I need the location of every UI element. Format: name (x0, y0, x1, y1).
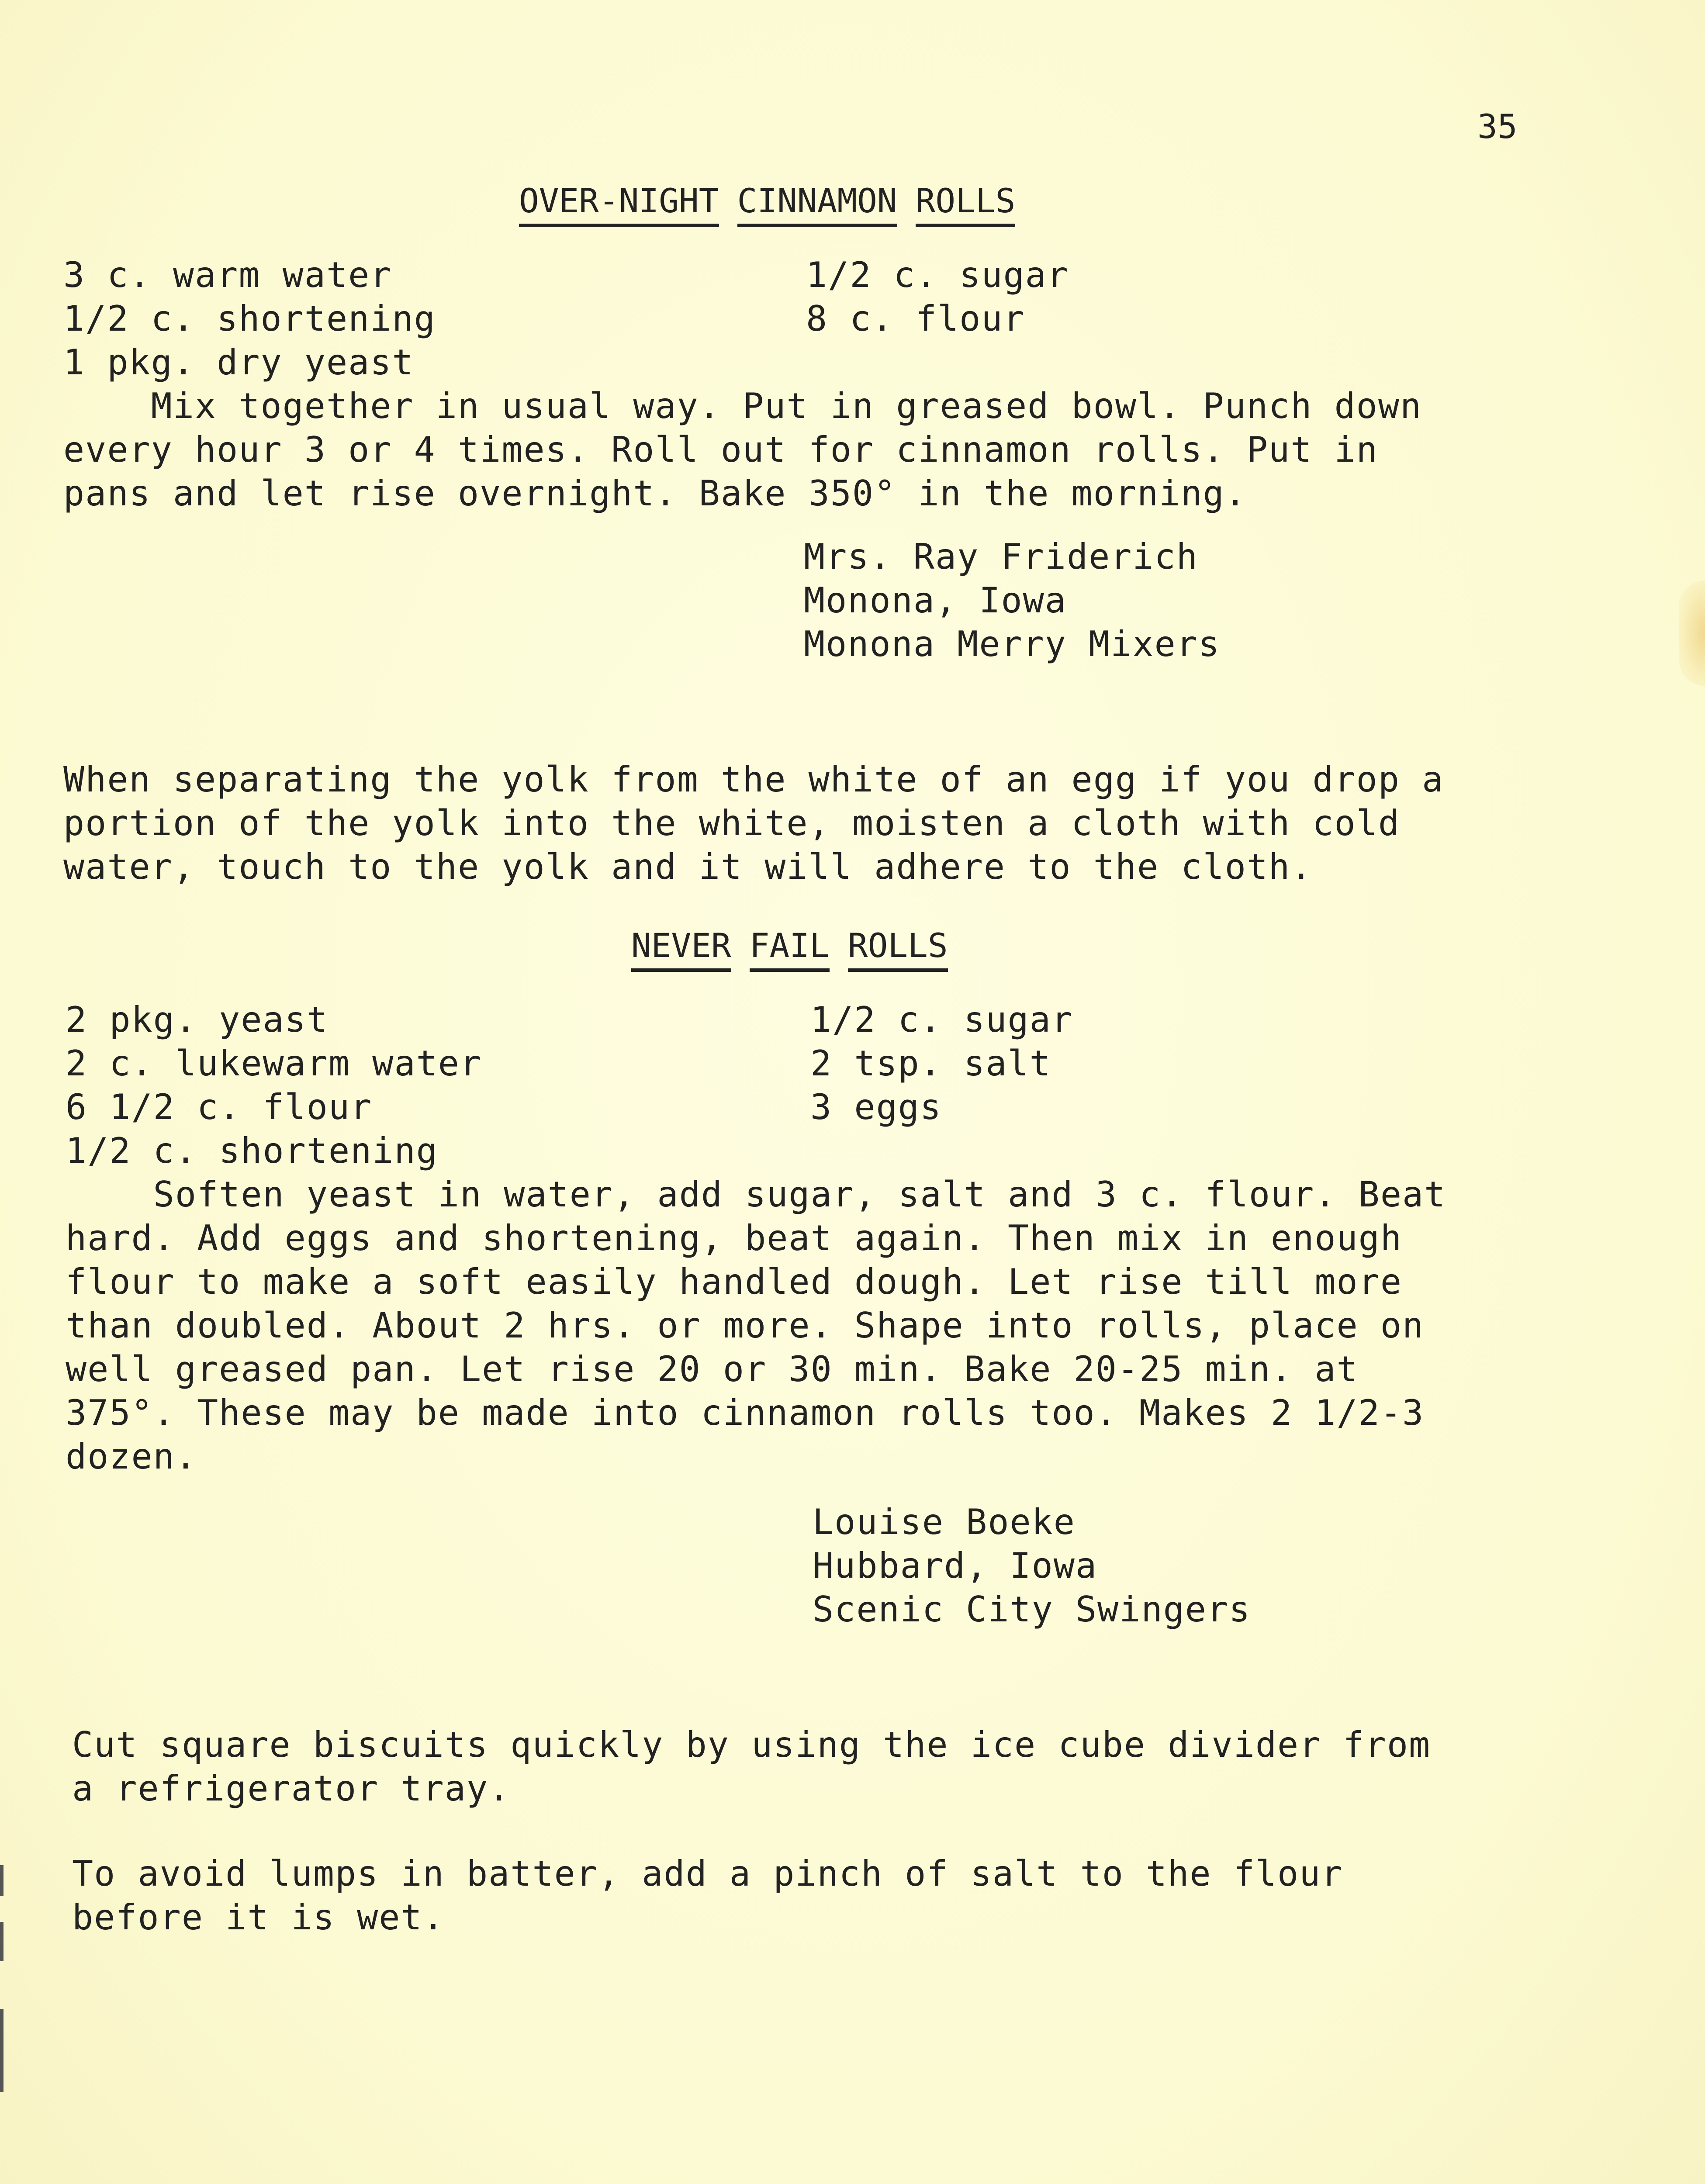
binding-mark (0, 2009, 3, 2092)
ingredient: 1/2 c. shortening (66, 1130, 438, 1171)
credit-line: Monona, Iowa (804, 580, 1067, 621)
direction-line: flour to make a soft easily handled dough. Let rise till more (66, 1261, 1403, 1302)
title-word: ROLLS (848, 924, 948, 972)
ingredient: 3 c. warm water (63, 255, 392, 295)
ingredient: 1 pkg. dry yeast (63, 342, 414, 383)
ingredient: 3 eggs (810, 1087, 942, 1127)
ingredient: 8 c. flour (806, 298, 1025, 339)
credit-line: Hubbard, Iowa (813, 1545, 1098, 1586)
title-word: NEVER (631, 924, 731, 972)
page-number: 35 (1477, 107, 1518, 146)
binding-mark (0, 1865, 3, 1896)
ingredient: 2 tsp. salt (810, 1043, 1051, 1084)
title-word: FAIL (750, 924, 830, 972)
ingredient: 1/2 c. sugar (810, 999, 1073, 1040)
title-word: ROLLS (916, 179, 1016, 227)
ingredient: 1/2 c. shortening (63, 298, 436, 339)
direction-line: dozen. (66, 1436, 197, 1477)
title-word: OVER-NIGHT (519, 179, 719, 227)
credit-line: Louise Boeke (813, 1502, 1076, 1542)
credit-line: Mrs. Ray Friderich (804, 536, 1198, 577)
ingredient: 1/2 c. sugar (806, 255, 1069, 295)
credit-line: Scenic City Swingers (813, 1589, 1251, 1630)
tip-line: When separating the yolk from the white of an egg if you drop a (63, 759, 1444, 800)
credit-line: Monona Merry Mixers (804, 624, 1221, 664)
recipe-title-never-fail-rolls (631, 924, 948, 972)
title-word: CINNAMON (737, 179, 897, 227)
direction-line: hard. Add eggs and shortening, beat again. Then mix in enough (66, 1218, 1403, 1258)
ingredient: 2 c. lukewarm water (66, 1043, 482, 1084)
tip-line: To avoid lumps in batter, add a pinch of salt to the flour (72, 1853, 1343, 1894)
tip-line: before it is wet. (72, 1897, 445, 1938)
direction-line: pans and let rise overnight. Bake 350° in the morning. (63, 473, 1247, 514)
direction-line: well greased pan. Let rise 20 or 30 min. Bake 20-25 min. at (66, 1349, 1359, 1389)
tip-line: portion of the yolk into the white, moisten a cloth with cold (63, 803, 1401, 843)
ingredient: 2 pkg. yeast (66, 999, 329, 1040)
ingredient: 6 1/2 c. flour (66, 1087, 373, 1127)
tip-line: water, touch to the yolk and it will adhere to the cloth. (63, 847, 1313, 887)
direction-line: 375°. These may be made into cinnamon rolls too. Makes 2 1/2-3 (66, 1393, 1425, 1433)
direction-line: than doubled. About 2 hrs. or more. Shape into rolls, place on (66, 1305, 1425, 1346)
binding-mark (0, 1922, 3, 1961)
tip-line: Cut square biscuits quickly by using the ice cube divider from (72, 1724, 1431, 1765)
direction-line: Soften yeast in water, add sugar, salt and 3 c. flour. Beat (66, 1174, 1446, 1215)
paper-stain (1679, 581, 1705, 686)
tip-line: a refrigerator tray. (72, 1768, 511, 1809)
direction-line: Mix together in usual way. Put in greased bowl. Punch down (63, 386, 1422, 426)
recipe-title-cinnamon-rolls (519, 179, 1015, 227)
direction-line: every hour 3 or 4 times. Roll out for cinnamon rolls. Put in (63, 429, 1378, 470)
